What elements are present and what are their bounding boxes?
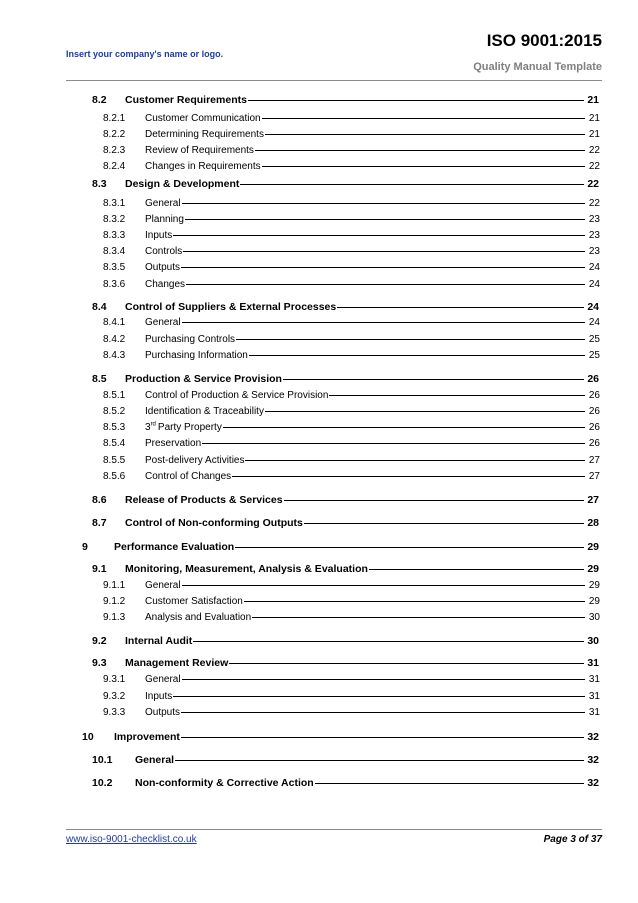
toc-entry[interactable]: [103, 144, 600, 158]
toc-entry[interactable]: [103, 261, 600, 275]
toc-entry-number: 8.5: [92, 373, 107, 385]
toc-entry-number: 9.3.2: [103, 691, 126, 702]
toc-entry-page: 22: [588, 198, 600, 209]
toc-leader-line: [265, 134, 585, 135]
toc-entry-title: Customer Satisfaction: [145, 596, 243, 607]
toc-entry[interactable]: [103, 245, 600, 259]
toc-leader-line: [265, 411, 585, 412]
toc-entry[interactable]: [103, 229, 600, 243]
toc-entry[interactable]: [103, 405, 600, 419]
toc-entry-number: 8.2: [92, 94, 107, 106]
toc-entry[interactable]: [92, 93, 599, 107]
toc-entry[interactable]: [82, 540, 599, 554]
toc-entry-number: 8.5.2: [103, 406, 126, 417]
toc-entry-page: 32: [587, 731, 599, 743]
toc-entry-page: 30: [587, 635, 599, 647]
toc-entry-page: 26: [588, 406, 600, 417]
toc-leader-line: [315, 783, 584, 784]
toc-entry-page: 24: [588, 279, 600, 290]
toc-leader-line: [284, 500, 584, 501]
toc-entry-page: 31: [588, 674, 600, 685]
toc-entry-number: 8.2.4: [103, 161, 126, 172]
toc-entry[interactable]: [92, 372, 599, 386]
toc-entry-title: General: [145, 198, 181, 209]
toc-entry-page: 29: [587, 563, 599, 575]
toc-leader-line: [193, 641, 584, 642]
toc-entry-title: Purchasing Information: [145, 350, 248, 361]
toc-entry[interactable]: [92, 753, 599, 767]
toc-entry[interactable]: [103, 470, 600, 484]
website-link[interactable]: www.iso-9001-checklist.co.uk: [66, 834, 197, 845]
toc-entry-number: 9.1: [92, 563, 107, 575]
toc-entry-page: 27: [588, 455, 600, 466]
toc-entry-title: Design & Development: [125, 178, 240, 190]
toc-entry-title: Controls: [145, 246, 183, 257]
toc-entry-number: 10.1: [92, 754, 113, 766]
toc-leader-line: [202, 443, 585, 444]
toc-entry-page: 26: [588, 422, 600, 433]
toc-leader-line: [248, 100, 584, 101]
toc-entry-page: 26: [588, 390, 600, 401]
toc-entry-page: 29: [587, 541, 599, 553]
toc-entry-number: 8.4.2: [103, 334, 126, 345]
toc-entry-page: 24: [588, 262, 600, 273]
page-number: Page 3 of 37: [543, 834, 602, 845]
toc-entry-title: Performance Evaluation: [114, 541, 235, 553]
toc-leader-line: [235, 547, 584, 548]
toc-entry-title: Improvement: [114, 731, 180, 743]
toc-entry-title: Control of Changes: [145, 471, 232, 482]
toc-entry-title: General: [145, 317, 181, 328]
toc-leader-line: [182, 203, 585, 204]
toc-leader-line: [244, 601, 585, 602]
toc-entry-number: 8.2.3: [103, 145, 126, 156]
toc-leader-line: [245, 460, 585, 461]
toc-entry-page: 22: [588, 161, 600, 172]
toc-entry-page: 23: [588, 214, 600, 225]
toc-entry-number: 8.3.2: [103, 214, 126, 225]
toc-entry[interactable]: [103, 421, 600, 435]
toc-entry-page: 28: [587, 517, 599, 529]
toc-entry-title: Outputs: [145, 262, 181, 273]
toc-entry[interactable]: [103, 595, 600, 609]
toc-leader-line: [232, 476, 585, 477]
toc-entry-title-text: Party Property: [157, 422, 222, 433]
toc-entry-title: Post-delivery Activities: [145, 455, 245, 466]
toc-entry[interactable]: [103, 349, 600, 363]
toc-entry[interactable]: [103, 706, 600, 720]
toc-entry[interactable]: [92, 493, 599, 507]
toc-entry-page: 21: [587, 94, 599, 106]
toc-entry-number: 8.4.1: [103, 317, 126, 328]
toc-leader-line: [304, 523, 584, 524]
toc-entry-title: Control of Non-conforming Outputs: [125, 517, 303, 529]
toc-leader-line: [223, 427, 585, 428]
toc-leader-line: [173, 696, 585, 697]
toc-entry-title: Purchasing Controls: [145, 334, 236, 345]
toc-entry-title: Analysis and Evaluation: [145, 612, 252, 623]
toc-entry[interactable]: [103, 128, 600, 142]
toc-entry-page: 29: [588, 596, 600, 607]
toc-entry-number: 8.3: [92, 178, 107, 190]
toc-entry-number: 8.5.5: [103, 455, 126, 466]
toc-leader-line: [173, 235, 585, 236]
toc-entry-number: 9: [82, 541, 88, 553]
toc-entry-title-superscript: rd: [150, 421, 156, 428]
toc-entry-title: General: [135, 754, 175, 766]
toc-entry-page: 32: [587, 777, 599, 789]
toc-leader-line: [249, 355, 585, 356]
toc-entry-title: [145, 421, 222, 435]
toc-entry-page: 22: [587, 178, 599, 190]
toc-leader-line: [185, 219, 585, 220]
toc-entry-number: 10: [82, 731, 94, 743]
toc-entry[interactable]: [103, 112, 600, 126]
toc-leader-line: [337, 307, 584, 308]
toc-entry[interactable]: [92, 516, 599, 530]
toc-entry-number: 8.3.5: [103, 262, 126, 273]
toc-entry-page: 22: [588, 145, 600, 156]
toc-entry-number: 9.3: [92, 657, 107, 669]
toc-entry-number: 9.1.2: [103, 596, 126, 607]
toc-entry-page: 21: [588, 113, 600, 124]
toc-entry-page: 25: [588, 334, 600, 345]
toc-entry-number: 8.3.4: [103, 246, 126, 257]
toc-leader-line: [262, 118, 585, 119]
toc-leader-line: [329, 395, 585, 396]
toc-entry-number: 9.3.1: [103, 674, 126, 685]
toc-entry-number: 9.2: [92, 635, 107, 647]
toc-entry[interactable]: [103, 579, 600, 593]
toc-entry-title: Monitoring, Measurement, Analysis & Evaluation: [125, 563, 368, 575]
toc-entry-page: 26: [588, 438, 600, 449]
toc-leader-line: [175, 760, 584, 761]
toc-entry[interactable]: [103, 197, 600, 211]
toc-entry-page: 23: [588, 230, 600, 241]
toc-entry-title: Planning: [145, 214, 184, 225]
toc-leader-line: [369, 569, 584, 570]
toc-entry-page: 31: [588, 707, 600, 718]
toc-entry-title: Changes: [145, 279, 186, 290]
toc-entry-title: Review of Requirements: [145, 145, 254, 156]
toc-entry-number: 8.6: [92, 494, 107, 506]
company-logo-placeholder: Insert your company's name or logo.: [66, 49, 224, 59]
toc-entry-number: 8.5.1: [103, 390, 126, 401]
toc-entry-number: 8.5.3: [103, 422, 126, 433]
toc-entry-page: 31: [587, 657, 599, 669]
toc-entry-title: Inputs: [145, 691, 173, 702]
toc-entry[interactable]: [103, 690, 600, 704]
toc-entry[interactable]: [103, 454, 600, 468]
toc-entry-page: 27: [587, 494, 599, 506]
toc-entry-number: 8.2.2: [103, 129, 126, 140]
toc-entry-number: 10.2: [92, 777, 113, 789]
toc-entry-title: Inputs: [145, 230, 173, 241]
toc-entry-title: Management Review: [125, 657, 229, 669]
toc-entry-title: Production & Service Provision: [125, 373, 282, 385]
toc-entry[interactable]: [103, 673, 600, 687]
toc-entry-title: Changes in Requirements: [145, 161, 261, 172]
toc-entry-title: General: [145, 674, 181, 685]
toc-entry-title: Outputs: [145, 707, 181, 718]
toc-entry[interactable]: [103, 316, 600, 330]
toc-entry-number: 8.5.4: [103, 438, 126, 449]
toc-leader-line: [186, 284, 585, 285]
toc-entry-title: Control of Suppliers & External Processes: [125, 301, 337, 313]
toc-entry-number: 8.4.3: [103, 350, 126, 361]
toc-entry-page: 30: [588, 612, 600, 623]
toc-entry-number: 8.4: [92, 301, 107, 313]
toc-entry[interactable]: [92, 562, 599, 576]
toc-entry-page: 29: [588, 580, 600, 591]
toc-entry-title: Non-conformity & Corrective Action: [135, 777, 314, 789]
toc-entry-title: Preservation: [145, 438, 202, 449]
toc-leader-line: [240, 184, 584, 185]
toc-entry-page: 25: [588, 350, 600, 361]
toc-entry[interactable]: [103, 213, 600, 227]
toc-entry-title: Control of Production & Service Provision: [145, 390, 329, 401]
toc-entry-title: Determining Requirements: [145, 129, 264, 140]
toc-leader-line: [255, 150, 585, 151]
toc-entry[interactable]: [103, 278, 600, 292]
toc-entry-number: 9.3.3: [103, 707, 126, 718]
toc-entry[interactable]: [92, 634, 599, 648]
toc-entry-page: 31: [588, 691, 600, 702]
footer-divider: [66, 829, 602, 830]
toc-entry-number: 8.7: [92, 517, 107, 529]
toc-leader-line: [183, 251, 585, 252]
toc-entry[interactable]: [103, 333, 600, 347]
toc-entry-title: Customer Communication: [145, 113, 261, 124]
toc-entry-page: 21: [588, 129, 600, 140]
toc-leader-line: [229, 663, 584, 664]
toc-entry-title: Identification & Traceability: [145, 406, 264, 417]
toc-leader-line: [252, 617, 585, 618]
toc-entry-number: 9.1.1: [103, 580, 126, 591]
document-subtitle: Quality Manual Template: [473, 61, 602, 73]
toc-entry-title: Customer Requirements: [125, 94, 247, 106]
toc-entry[interactable]: [92, 300, 599, 314]
toc-entry[interactable]: [103, 389, 600, 403]
toc-entry-page: 24: [588, 317, 600, 328]
toc-entry[interactable]: [92, 177, 599, 191]
toc-entry-page: 32: [587, 754, 599, 766]
toc-leader-line: [181, 267, 585, 268]
toc-entry-page: 26: [587, 373, 599, 385]
toc-entry[interactable]: [103, 611, 600, 625]
toc-leader-line: [283, 379, 584, 380]
toc-entry-number: 8.5.6: [103, 471, 126, 482]
toc-entry-number: 8.2.1: [103, 113, 126, 124]
toc-entry-number: 8.3.3: [103, 230, 126, 241]
toc-entry[interactable]: [92, 776, 599, 790]
toc-entry-number: 8.3.1: [103, 198, 126, 209]
toc-leader-line: [182, 322, 585, 323]
toc-entry-number: 8.3.6: [103, 279, 126, 290]
toc-entry-page: 27: [588, 471, 600, 482]
toc-entry-title: Internal Audit: [125, 635, 193, 647]
toc-leader-line: [236, 339, 585, 340]
toc-entry-page: 24: [587, 301, 599, 313]
toc-entry-number: 9.1.3: [103, 612, 126, 623]
toc-entry-title-prefix: 3: [145, 422, 151, 433]
toc-entry[interactable]: [103, 160, 600, 174]
document-title: ISO 9001:2015: [486, 31, 602, 50]
toc-entry-page: 23: [588, 246, 600, 257]
toc-entry[interactable]: [92, 656, 599, 670]
toc-leader-line: [182, 585, 585, 586]
toc-leader-line: [181, 712, 585, 713]
toc-entry[interactable]: [82, 730, 599, 744]
toc-entry-title: General: [145, 580, 181, 591]
toc-entry-title: Release of Products & Services: [125, 494, 283, 506]
toc-entry[interactable]: [103, 437, 600, 451]
toc-leader-line: [181, 737, 584, 738]
toc-leader-line: [182, 679, 585, 680]
toc-leader-line: [262, 166, 585, 167]
